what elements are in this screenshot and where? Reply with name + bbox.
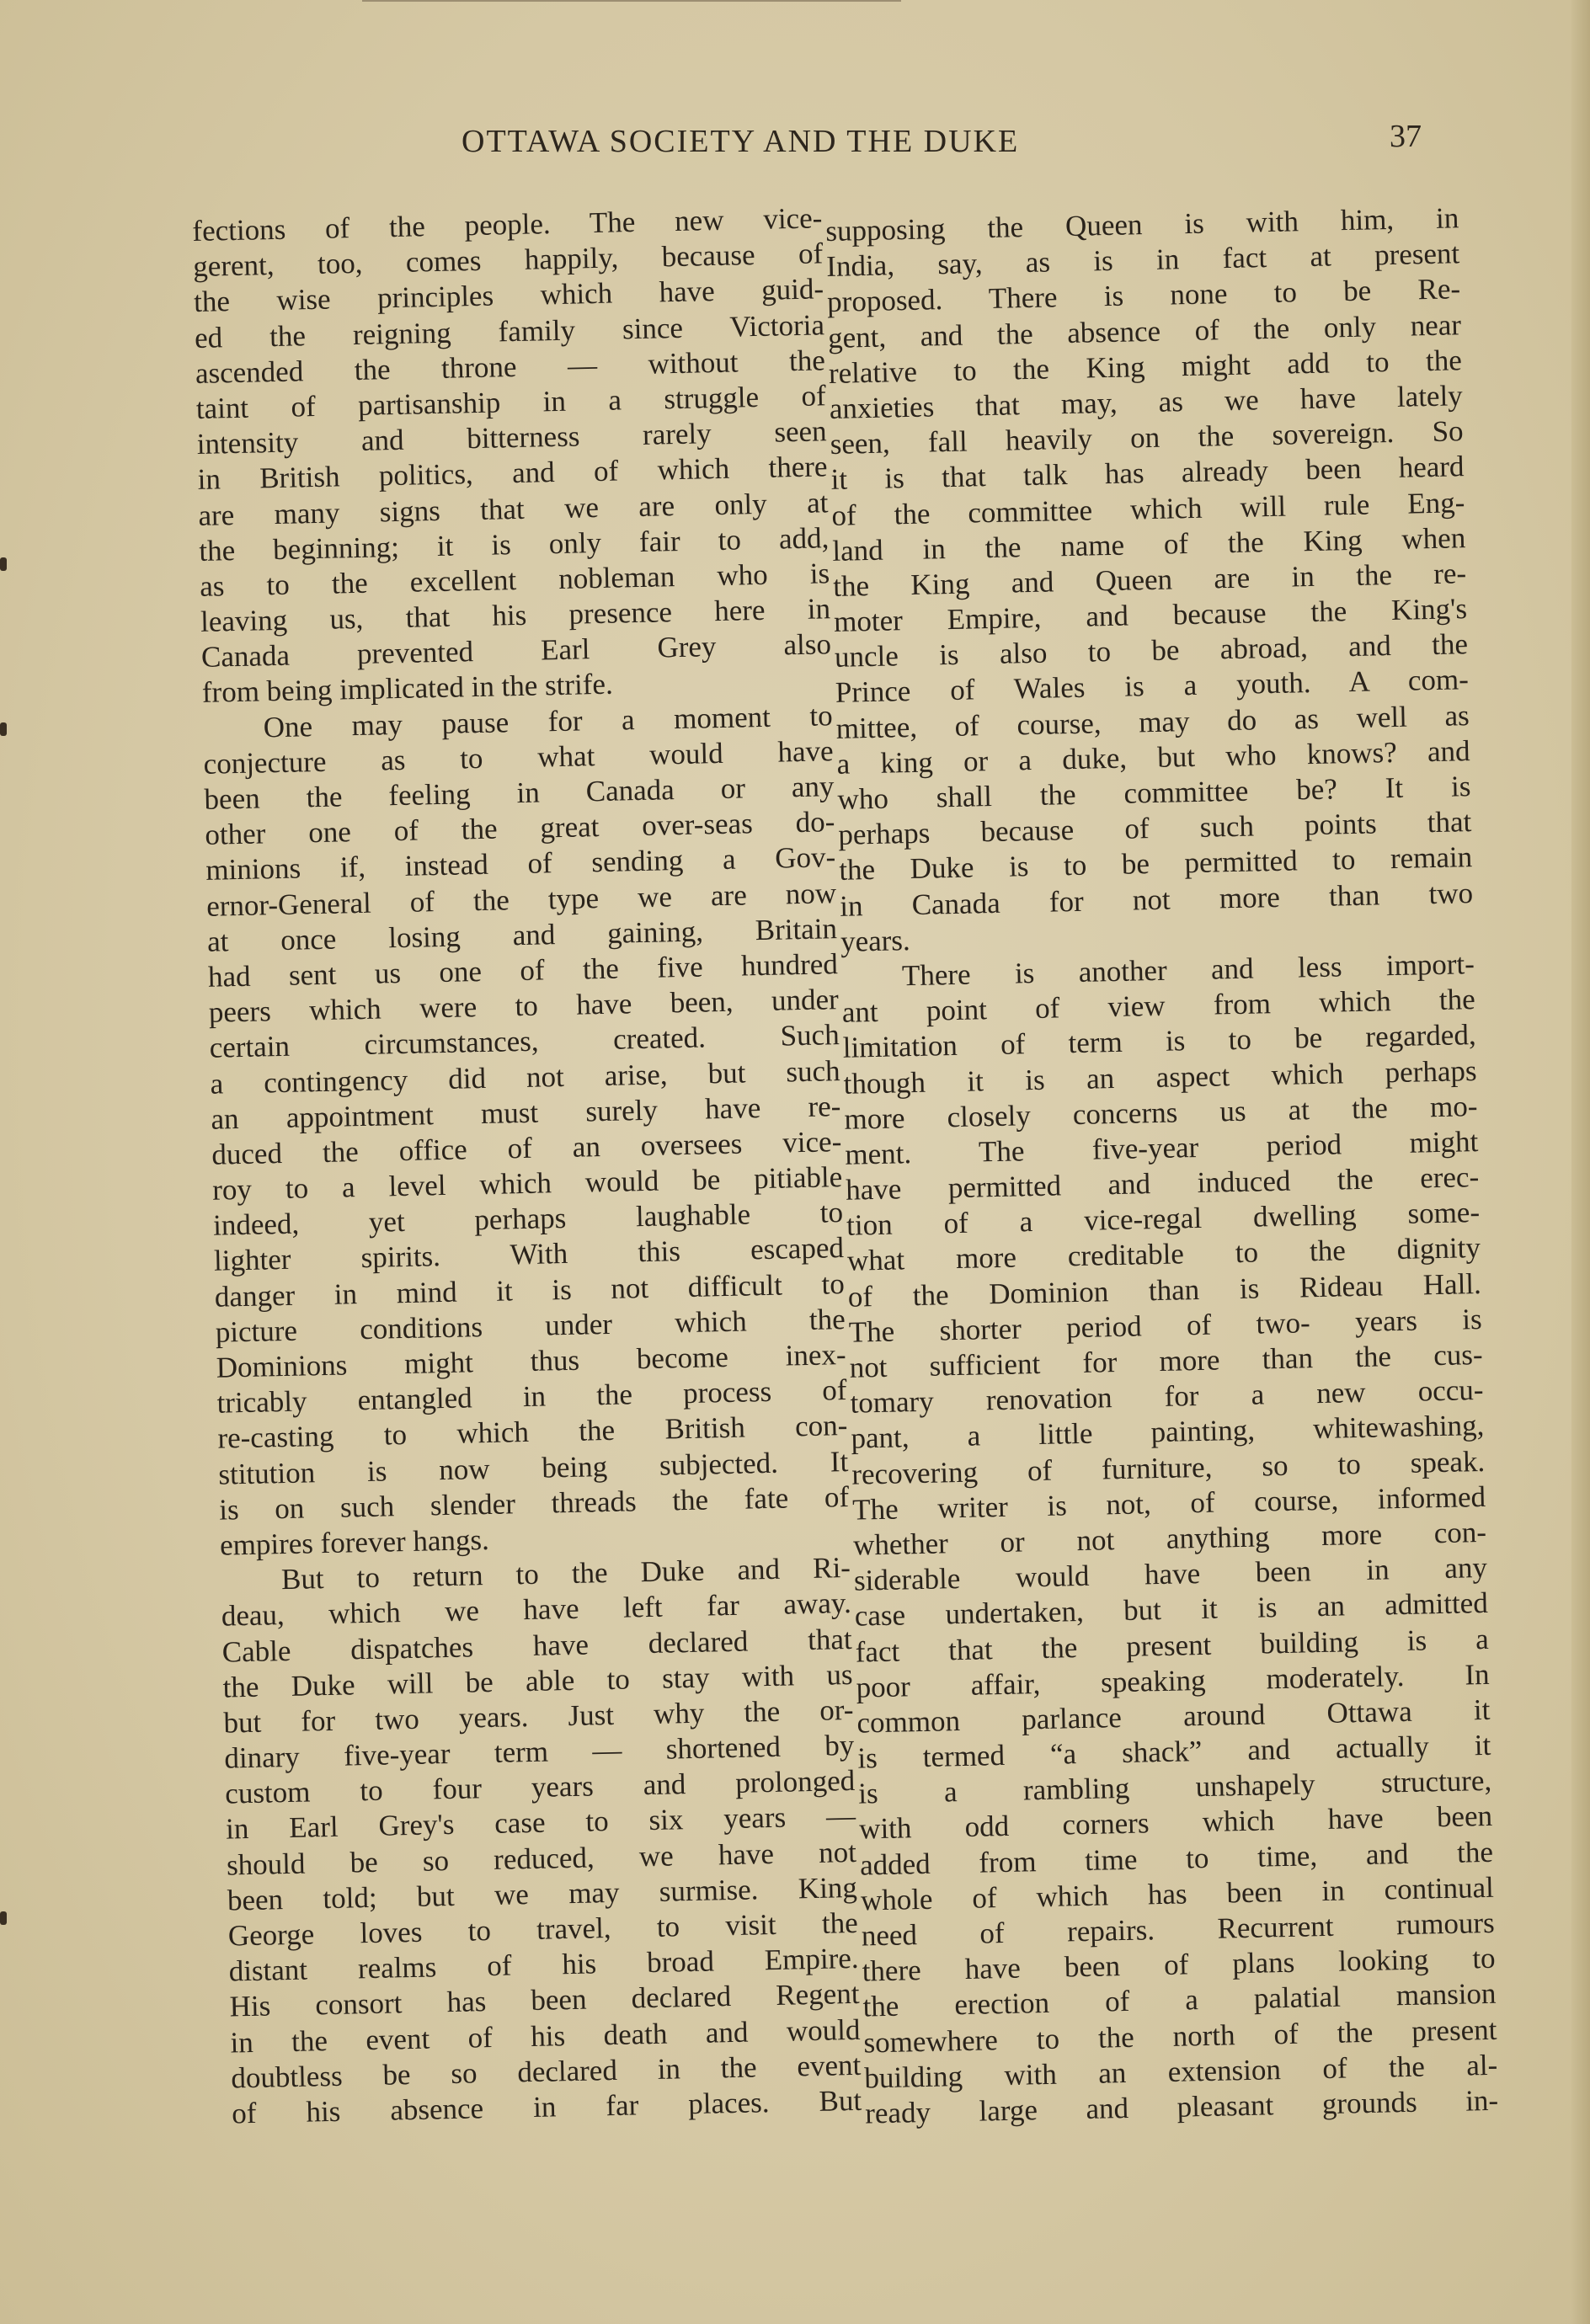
text-line: ed the reigning family since Victoria: [194, 307, 825, 354]
text-line: an appointment must surely have re-: [211, 1089, 841, 1136]
text-line: dinary five-year term — shortened by: [224, 1728, 855, 1775]
text-line: is on such slender threads the fate of: [218, 1479, 850, 1527]
text-line: roy to a level which would be pitiable: [211, 1160, 843, 1207]
text-line: recovering of furniture, so to speak.: [851, 1444, 1486, 1491]
text-line: gerent, too, comes happily, because of: [192, 237, 824, 284]
text-line: the erection of a palatial mansion: [862, 1977, 1497, 2023]
margin-mark: [0, 722, 7, 736]
left-text-column: [192, 200, 862, 2131]
text-line: tion of a vice-regal dwelling some-: [846, 1196, 1481, 1242]
text-line: There is another and less import-: [901, 946, 1475, 993]
text-line: there have been of plans looking to: [862, 1941, 1496, 1988]
text-line: conjecture as to what would have: [203, 734, 834, 781]
text-line: proposed. There is none to be Re-: [826, 272, 1461, 319]
text-line: a king or a duke, but who knows? and: [836, 733, 1470, 781]
text-line: siderable would have been in any: [853, 1551, 1488, 1597]
right-text-column: [825, 200, 1499, 2131]
text-line: deau, which we have left far away.: [221, 1586, 852, 1633]
text-line: ment. The five-year period might: [844, 1124, 1479, 1171]
page-edge-shadow: [1571, 0, 1590, 2324]
text-line: mittee, of course, may do as well as: [835, 698, 1470, 745]
text-line: distant realms of his broad Empire.: [228, 1942, 859, 1988]
text-line: lighter spirits. With this escaped: [213, 1231, 845, 1278]
text-line: intensity and bitterness rarely seen: [196, 414, 827, 461]
text-line: pant, a little painting, whitewashing,: [851, 1409, 1485, 1456]
text-line: whole of which has been in continual: [860, 1870, 1495, 1917]
text-line: not sufficient for more than the cus-: [849, 1337, 1483, 1384]
text-line: but for two years. Just why the or-: [223, 1692, 854, 1740]
margin-mark: [0, 557, 7, 571]
text-line: is a rambling unshapely structure,: [857, 1764, 1492, 1810]
text-line: limitation of term is to be regarded,: [842, 1018, 1476, 1065]
text-line: tricably entangled in the process of: [216, 1373, 847, 1420]
text-line: One may pause for a moment to: [263, 698, 834, 744]
text-line: more closely concerns us at the mo-: [844, 1089, 1478, 1136]
text-line: the beginning; it is only fair to add,: [198, 520, 830, 568]
text-line: have permitted and induced the erec-: [845, 1160, 1480, 1207]
text-line: is termed “a shack” and actually it: [857, 1728, 1491, 1775]
text-line: years.: [840, 923, 911, 958]
text-line: common parlance around Ottawa it: [856, 1692, 1491, 1740]
text-line: indeed, yet perhaps laughable to: [212, 1196, 844, 1242]
running-head: OTTAWA SOCIETY AND THE DUKE: [462, 124, 1020, 159]
text-line: picture conditions under which the: [215, 1302, 846, 1349]
text-line: anxieties that may, as we have lately: [829, 379, 1464, 425]
text-line: taint of partisanship in a struggle of: [195, 379, 827, 425]
text-line: certain circumstances, created. Such: [209, 1018, 840, 1065]
top-rule: [362, 0, 901, 2]
text-line: the wise principles which have guid-: [193, 272, 824, 319]
text-line: perhaps because of such points that: [838, 805, 1472, 852]
text-line: added from time to time, and the: [859, 1835, 1494, 1882]
text-line: who shall the committee be? It is: [837, 770, 1471, 816]
text-line: land in the name of the King when: [831, 520, 1466, 568]
text-line: been the feeling in Canada or any: [204, 770, 835, 816]
text-line: re-casting to which the British con-: [217, 1409, 848, 1456]
text-line: uncle is also to be abroad, and the: [834, 627, 1469, 674]
text-line: seen, fall heavily on the sovereign. So: [830, 414, 1464, 461]
text-line: in Canada for not more than two: [839, 876, 1474, 923]
text-line: George loves to travel, to visit the: [227, 1906, 859, 1953]
text-line: peers which were to have been, under: [208, 983, 840, 1029]
text-line: The shorter period of two- years is: [848, 1302, 1483, 1349]
margin-mark: [0, 1911, 7, 1925]
text-line: The writer is not, of course, informed: [851, 1479, 1486, 1527]
text-line: in Earl Grey's case to six years —: [225, 1799, 856, 1847]
text-line: relative to the King might add to the: [828, 343, 1463, 390]
text-line: doubtless be so declared in the event: [230, 2048, 862, 2095]
text-line: with odd corners which have been: [858, 1799, 1493, 1847]
text-line: from being implicated in the strife.: [201, 668, 614, 710]
text-line: in the event of his death and would: [230, 2012, 861, 2060]
text-line: are many signs that we are only at: [198, 485, 829, 532]
text-line: case undertaken, but it is an admitted: [854, 1586, 1489, 1633]
page-number: 37: [1390, 119, 1422, 154]
text-line: had sent us one of the five hundred: [207, 947, 839, 994]
text-line: leaving us, that his presence here in: [200, 592, 831, 638]
text-line: gent, and the absence of the only near: [827, 307, 1462, 354]
text-line: custom to four years and prolonged: [224, 1764, 856, 1810]
text-line: empires forever hangs.: [219, 1522, 490, 1562]
text-line: though it is an aspect which perhaps: [843, 1053, 1477, 1101]
text-line: fact that the present building is a: [855, 1622, 1490, 1669]
text-line: the King and Queen are in the re-: [832, 557, 1467, 603]
text-line: moter Empire, and because the King's: [833, 592, 1468, 638]
text-line: need of repairs. Recurrent rumours: [861, 1906, 1496, 1953]
text-line: supposing the Queen is with him, in: [825, 201, 1459, 248]
text-line: duced the office of an oversees vice-: [211, 1124, 842, 1171]
text-line: whether or not anything more con-: [852, 1515, 1487, 1562]
text-line: ready large and pleasant grounds in-: [864, 2083, 1499, 2130]
text-line: of the committee which will rule Eng-: [831, 485, 1465, 532]
text-line: the Duke is to be permitted to remain: [838, 840, 1473, 887]
text-line: been told; but we may surmise. King: [227, 1870, 858, 1917]
text-line: somewhere to the north of the present: [863, 2012, 1497, 2060]
text-line: poor affair, speaking moderately. In: [856, 1657, 1490, 1704]
text-line: But to return to the Duke and Ri-: [280, 1551, 851, 1596]
text-line: of his absence in far places. But: [231, 2083, 862, 2130]
text-line: a contingency did not arise, but such: [210, 1053, 840, 1101]
text-line: as to the excellent nobleman who is: [199, 557, 830, 603]
text-line: Canada prevented Earl Grey also: [200, 627, 832, 674]
text-line: in British politics, and of which there: [197, 450, 828, 497]
text-line: what more creditable to the dignity: [846, 1231, 1481, 1278]
text-line: India, say, as is in fact at present: [825, 237, 1460, 284]
text-line: danger in mind it is not difficult to: [214, 1266, 846, 1314]
text-line: Prince of Wales is a youth. A com-: [835, 663, 1470, 710]
text-line: should be so reduced, we have not: [226, 1835, 857, 1882]
text-line: other one of the great over-seas do-: [205, 805, 835, 852]
text-line: building with an extension of the al-: [863, 2048, 1498, 2095]
text-line: ascended the throne — without the: [195, 344, 826, 390]
text-line: Dominions might thus become inex-: [216, 1338, 846, 1384]
text-line: stitution is now being subjected. It: [217, 1444, 849, 1491]
text-line: it is that talk has already been heard: [830, 450, 1465, 497]
text-line: minions if, instead of sending a Gov-: [205, 840, 836, 887]
text-line: fections of the people. The new vice-: [192, 201, 823, 248]
text-line: the Duke will be able to stay with us: [222, 1657, 853, 1704]
text-line: Cable dispatches have declared that: [221, 1622, 853, 1669]
text-line: tomary renovation for a new occu-: [850, 1373, 1484, 1420]
text-line: ernor-General of the type we are now: [205, 876, 837, 923]
text-line: of the Dominion than is Rideau Hall.: [847, 1266, 1482, 1314]
text-line: ant point of view from which the: [841, 983, 1476, 1029]
text-line: at once losing and gaining, Britain: [206, 911, 838, 958]
text-line: His consort has been declared Regent: [229, 1977, 860, 2023]
